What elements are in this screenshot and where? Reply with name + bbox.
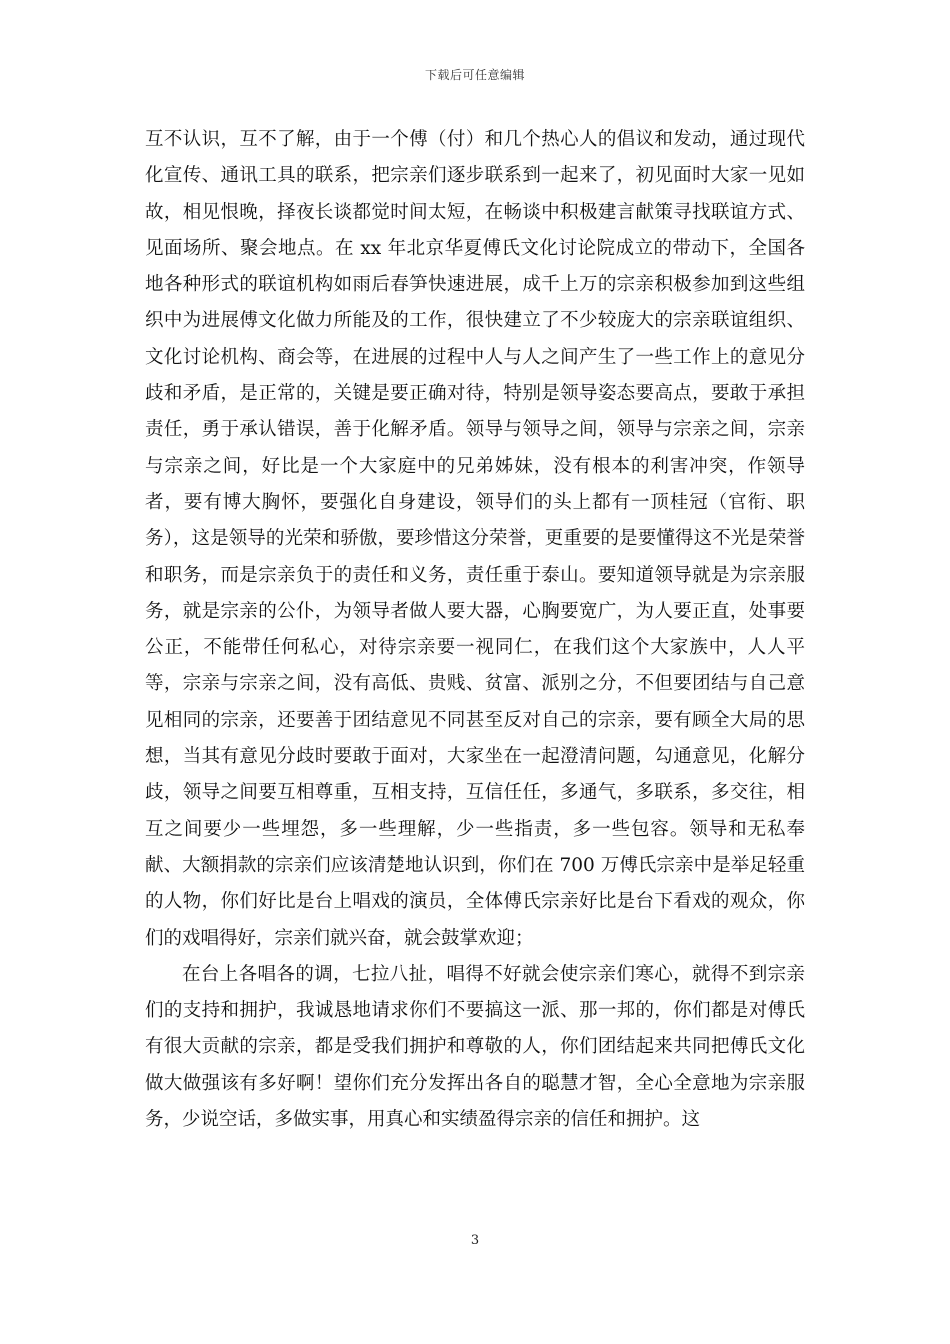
body-paragraph: 在台上各唱各的调，七拉八扯，唱得不好就会使宗亲们寒心，就得不到宗亲们的支持和拥护，我诚恳地请求你们不要搞这一派、那一邦的，你们都是对傅氏有很大贡献的宗亲，都是受我们拥护和尊敬的人，你们团结起来共同把傅氏文化做大做强该有多好啊！望你们充分发挥出各自的聪慧才智，全心全意地为宗亲服务，少说空话，多做实事，用真心和实绩盈得宗亲的信任和拥护。这 [145, 963, 805, 1131]
body-paragraph: 互不认识，互不了解，由于一个傅（付）和几个热心人的倡议和发动，通过现代化宣传、通讯工具的联系，把宗亲们逐步联系到一起来了，初见面时大家一见如故，相见恨晚，择夜长谈都觉时间太短，在畅谈中积极建言献策寻找联谊方式、见面场所、聚会地点。在 xx 年北京华夏傅氏文化讨论院成立的带动下，全国各地各种形式的联谊机构如雨后春笋快速进展，成千上万的宗亲积极参加到这些组织中为进展傅文化做力所能及的工作，很快建立了不少较庞大的宗亲联谊组织、文化讨论机构、商会等，在进展的过程中人与人之间产生了一些工作上的意见分歧和矛盾，是正常的，关键是要正确对待，特别是领导姿态要高点，要敢于承担责任，勇于承认错误，善于化解矛盾。领导与领导之间，领导与宗亲之间，宗亲与宗亲之间，好比是一个大家庭中的兄弟姊妹，没有根本的利害冲突，作领导者，要有博大胸怀，要强化自身建设，领导们的头上都有一顶桂冠（官衔、职务），这是领导的光荣和骄傲，要珍惜这分荣誉，更重要的是要懂得这不光是荣誉和职务，而是宗亲负于的责任和义务，责任重于泰山。要知道领导就是为宗亲服务，就是宗亲的公仆，为领导者做人要大器，心胸要宽广，为人要正直，处事要公正，不能带任何私心，对待宗亲要一视同仁，在我们这个大家族中，人人平等，宗亲与宗亲之间，没有高低、贵贱、贫富、派别之分，不但要团结与自己意见相同的宗亲，还要善于团结意见不同甚至反对自己的宗亲，要有顾全大局的思想，当其有意见分歧时要敢于面对，大家坐在一起澄清问题，勾通意见，化解分歧，领导之间要互相尊重，互相支持，互信任任，多通气，多联系，多交往，相互之间要少一些埋怨，多一些理解，少一些指责，多一些包容。领导和无私奉献、大额捐款的宗亲们应该清楚地认识到，你们在 700 万傅氏宗亲中是举足轻重的人物，你们好比是台上唱戏的演员，全体傅氏宗亲好比是台下看戏的观众，你们的戏唱得好，宗亲们就兴奋，就会鼓掌欢迎； [145, 129, 805, 949]
page-header: 下载后可任意编辑 [424, 68, 525, 82]
document-body [145, 122, 805, 1138]
page-number: 3 [470, 1233, 480, 1248]
